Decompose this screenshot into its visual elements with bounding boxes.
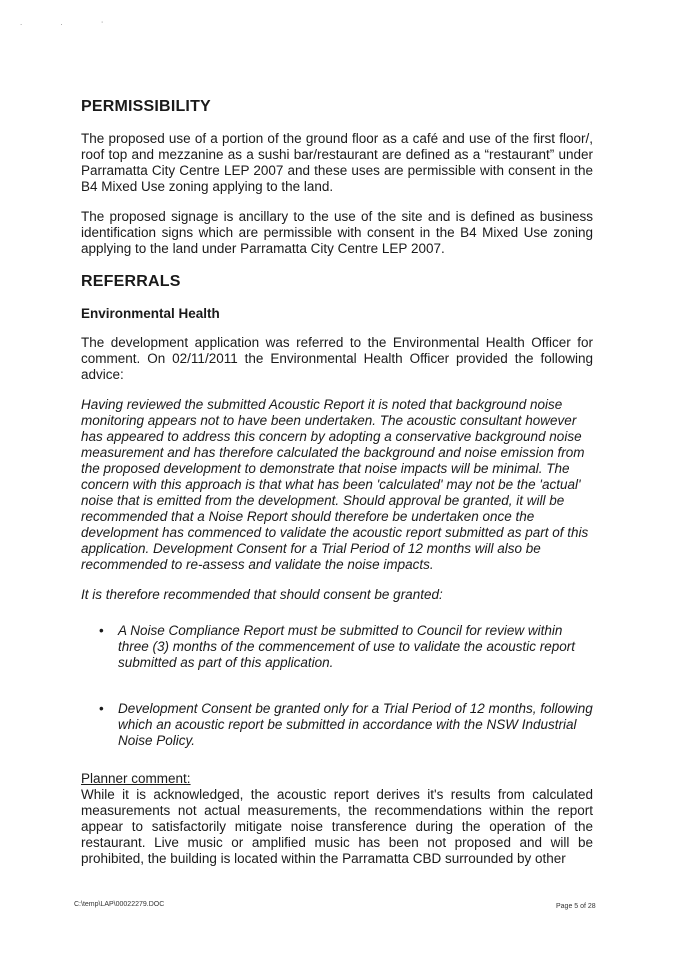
recommendation-text: Development Consent be granted only for a Trial Period of 12 months, following which an acoustic report be submitted in accordance with the NSW Industrial Noise Policy. xyxy=(118,701,593,748)
permissibility-paragraph-2: The proposed signage is ancillary to the use of the site and is defined as business identification signs which are permissible with consent in the B4 Mixed Use zoning applying to the land under Parramatta City Centre LEP 2007. xyxy=(81,209,593,256)
environmental-health-subheading: Environmental Health xyxy=(81,306,220,321)
planner-comment-title: Planner comment: xyxy=(81,771,191,786)
recommendation-intro: It is therefore recommended that should consent be granted: xyxy=(81,587,443,602)
footer-page-number: Page 5 of 28 xyxy=(556,903,596,910)
recommendation-item xyxy=(99,623,593,671)
recommendation-item xyxy=(99,701,593,749)
document-body xyxy=(81,98,593,881)
ehAdvice-quote: Having reviewed the submitted Acoustic Report it is noted that background noise monitoring appears not to have been undertaken. The acoustic consultant however has appeared to address this concern by adopting a conservative background noise measurement and has therefore calculated the background and noise emission from the proposed development to demonstrate that noise impacts will be minimal. The concern with this approach is that what has been 'calculated' may not be the 'actual' noise that is emitted from the development. Should approval be granted, it will be recommended that a Noise Report should therefore be undertaken once the development has commenced to validate the acoustic report submitted as part of this application. Development Consent for a Trial Period of 12 months will also be recommended to re-assess and validate the noise impacts. xyxy=(81,397,589,572)
planner-comment-body: While it is acknowledged, the acoustic report derives it's results from calculated measurements not actual measurements, the recommendations within the report appear to satisfactorily mitigate noise transference during the operation of the restaurant. Live music or amplified music has been not proposed and will be prohibited, the building is located within the Parramatta CBD surrounded by other xyxy=(81,787,593,866)
referrals-heading: REFERRALS xyxy=(81,273,181,290)
bullet-icon: • xyxy=(99,701,104,716)
referral-paragraph: The development application was referred to the Environmental Health Officer for comment. On 02/11/2011 the Environmental Health Officer provided the following advice: xyxy=(81,335,593,382)
recommendation-list xyxy=(99,623,593,749)
scan-specks: . . ‧ xyxy=(20,18,122,27)
permissibility-paragraph-1: The proposed use of a portion of the ground floor as a café and use of the first floor/, roof top and mezzanine as a sushi bar/restaurant are defined as a “restaurant” under Parramatta City Centre LEP 2007 and these uses are permissible with consent in the B4 Mixed Use zoning applying to the land. xyxy=(81,131,593,194)
recommendation-text: A Noise Compliance Report must be submitted to Council for review within three (3) months of the commencement of use to validate the acoustic report submitted as part of this application. xyxy=(118,623,575,670)
permissibility-heading: PERMISSIBILITY xyxy=(81,98,211,115)
footer-file-path: C:\temp\LAP\00022279.DOC xyxy=(74,901,165,908)
bullet-icon: • xyxy=(99,623,104,638)
